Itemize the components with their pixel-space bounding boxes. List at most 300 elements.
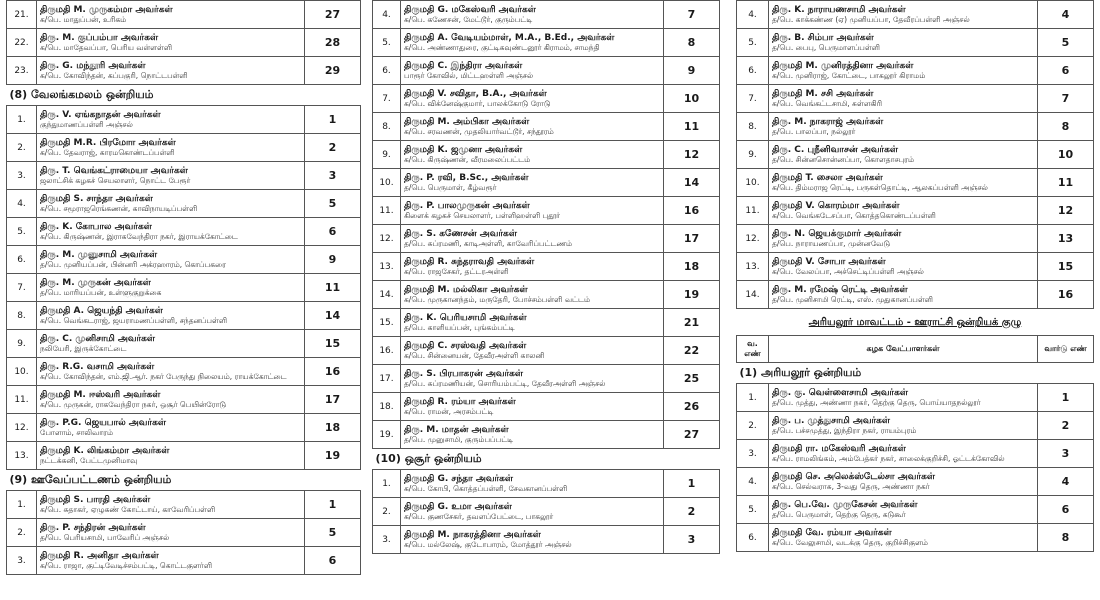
candidate-address: த/பெ. முனுசாமி, குரும்பப்பட்டி (404, 434, 514, 444)
column-3 (736, 0, 1094, 600)
ward-number: 19 (305, 442, 361, 470)
table-row (7, 547, 361, 575)
candidate-address: த/பெ. முத்து, அண்ணா நகர், தெற்கு தெரு, பொய்யாதநல்லூர் (772, 397, 981, 407)
serial-number: 1. (373, 470, 401, 498)
candidate-name: திருமதி M. முனிரத்தினா அவர்கள் (772, 60, 914, 71)
candidate-address: க/பெ. திம்மராஜ ரெட்டி, பருகள்தொட்டி, ஆலகப்பள்ளி அஞ்சல் (772, 182, 988, 192)
serial-number: 15. (373, 309, 401, 337)
candidate-name: திருமதி M.R. பிரமோா அவர்கள் (40, 137, 176, 148)
ward-number: 11 (1038, 169, 1094, 197)
candidate-cell (769, 524, 1038, 552)
table-header (737, 336, 1094, 363)
union-heading: (10) ஒசூர் ஒன்றியம் (373, 449, 720, 470)
candidate-cell (37, 162, 305, 190)
candidate-cell (37, 330, 305, 358)
table-row (7, 1, 361, 29)
table-row (737, 225, 1094, 253)
candidate-name: திரு. S. கணேசன் அவர்கள் (404, 228, 517, 239)
serial-number: 4. (737, 468, 769, 496)
table-row (373, 337, 720, 365)
candidate-name: திருமதி M. மல்லிகா அவர்கள் (404, 284, 528, 295)
table-row (373, 365, 720, 393)
union-heading-row (737, 363, 1094, 384)
ward-number: 2 (305, 134, 361, 162)
candidate-address: க/பெ. சின்னையன், தேவீரஅள்ளி காலனி (404, 350, 545, 360)
column-2 (372, 0, 720, 600)
candidate-name: திரு. K. பெரியசாமி அவர்கள் (404, 312, 527, 323)
ward-number: 5 (305, 519, 361, 547)
ward-number: 27 (664, 421, 720, 449)
serial-number: 7. (7, 274, 37, 302)
column-1 (6, 0, 361, 600)
serial-number: 23. (7, 57, 37, 85)
candidate-name: திரு. B. சிம்பா அவர்கள் (772, 32, 874, 43)
table-row (737, 1, 1094, 29)
ward-number: 16 (1038, 281, 1094, 309)
serial-number: 12. (737, 225, 769, 253)
ward-number: 9 (664, 57, 720, 85)
candidate-name: திரு. M. முருகன் அவர்கள் (40, 277, 151, 288)
table-row (7, 302, 361, 330)
candidate-cell (769, 225, 1038, 253)
serial-number: 13. (373, 253, 401, 281)
table-row (737, 440, 1094, 468)
ward-number: 4 (1038, 1, 1094, 29)
candidate-cell (401, 29, 664, 57)
candidate-address: த/பெ. பெருமாள், தெற்கு தெரு, கடுகூர் (772, 509, 906, 519)
ward-number: 11 (305, 274, 361, 302)
ward-number: 16 (305, 358, 361, 386)
union-heading: (9) ஊவேப்பட்டணம் ஒன்றியம் (7, 470, 361, 491)
candidate-cell (401, 470, 664, 498)
table-row (373, 141, 720, 169)
candidate-name: திருமதி M. நாகரத்தினா அவர்கள் (404, 529, 541, 540)
candidate-cell (769, 384, 1038, 412)
ward-number: 5 (1038, 29, 1094, 57)
candidate-address: த/பெ. முனிசாமி ரெட்டி, எஸ். முதுகானப்பள்ளி (772, 294, 933, 304)
candidate-table (736, 335, 1094, 552)
serial-number: 10. (373, 169, 401, 197)
candidate-name: திரு. M. நாகராஜ் அவர்கள் (772, 116, 884, 127)
ward-number: 4 (1038, 468, 1094, 496)
table-row (737, 141, 1094, 169)
union-heading-row (7, 85, 361, 106)
candidate-address: த/பெ. பாலப்பா, நல்லூர் (772, 126, 856, 136)
serial-number: 3. (7, 547, 37, 575)
candidate-cell (769, 440, 1038, 468)
candidate-name: திரு. C. முனிசாமி அவர்கள் (40, 333, 156, 344)
candidate-address: த/பெ. சின்னசொன்னப்பா, கொளதாசபுரம் (772, 154, 915, 164)
candidate-address: க/பெ. கணேசன், மேட்டூர், குரும்பட்டி (404, 14, 533, 24)
candidate-name: திரு. G. மந்தூரி அவர்கள் (40, 60, 146, 71)
candidate-address: க/பெ. வெங்கடராஜ், ஜயராமணப்பள்ளி, சந்தனப்பள்ளி (40, 315, 228, 325)
candidate-name: திரு. M. முனுசாமி அவர்கள் (40, 249, 158, 260)
ward-number: 21 (664, 309, 720, 337)
ward-number: 18 (305, 414, 361, 442)
candidate-address: க/பெ. சுதாகர், ஏழுகண் கோட்டாய், காவேரிப்பள்ளி (40, 504, 216, 514)
candidate-cell (769, 468, 1038, 496)
serial-number: 9. (373, 141, 401, 169)
ward-number: 6 (305, 547, 361, 575)
table-row (7, 106, 361, 134)
ward-number: 29 (305, 57, 361, 85)
serial-number: 1. (7, 106, 37, 134)
ward-number: 13 (1038, 225, 1094, 253)
serial-number: 4. (7, 190, 37, 218)
ward-number: 7 (1038, 85, 1094, 113)
serial-number: 10. (737, 169, 769, 197)
candidate-address: க/பெ. கோவிந்தன், கப்பகுரி, நொட்டபள்ளி (40, 70, 188, 80)
serial-number: 21. (7, 1, 37, 29)
candidate-address: க/பெ. கிருஷ்ணன், வீரமலைப்பட்டம் (404, 154, 531, 164)
serial-number: 17. (373, 365, 401, 393)
candidate-name: திருமதி ரா. மகேஸ்வரி அவர்கள் (772, 443, 906, 454)
ward-header: வார்டு எண் (1038, 336, 1094, 363)
candidate-cell (401, 309, 664, 337)
candidate-address: போளாம், சாலிவாரம் (40, 427, 114, 437)
candidate-table (736, 0, 1094, 309)
serial-number: 16. (373, 337, 401, 365)
table-row (373, 393, 720, 421)
union-heading-row (7, 470, 361, 491)
table-row (737, 524, 1094, 552)
candidate-address: க/பெ. விக்னேஷ்குமார், பாலக்கோடு ரோடு (404, 98, 551, 108)
serial-number: 5. (737, 496, 769, 524)
candidate-name: திரு. ப. முத்துசாமி அவர்கள் (772, 415, 891, 426)
serial-number: 11. (737, 197, 769, 225)
candidate-name: திருமதி A. ஜெயந்தி அவர்கள் (40, 305, 163, 316)
table-row (373, 1, 720, 29)
candidate-address: த/பெ. நாராயணப்பா, முன்னவேடு (772, 238, 891, 248)
ward-number: 1 (305, 491, 361, 519)
candidate-name: திருமதி செ. அலெக்ஸ்டேல்சா அவர்கள் (772, 471, 935, 482)
ward-number: 6 (305, 218, 361, 246)
candidate-name: திரு. P. சந்திரன் அவர்கள் (40, 522, 146, 533)
candidate-cell (401, 141, 664, 169)
candidate-cell (401, 113, 664, 141)
ward-number: 11 (664, 113, 720, 141)
serial-number: 4. (737, 1, 769, 29)
candidate-table (6, 0, 361, 575)
candidate-cell (769, 253, 1038, 281)
ward-number: 14 (305, 302, 361, 330)
candidate-cell (769, 169, 1038, 197)
table-row (373, 113, 720, 141)
candidate-cell (37, 302, 305, 330)
union-heading-row (373, 449, 720, 470)
candidate-name: திரு. P. பாலமுருகன் அவர்கள் (404, 200, 530, 211)
candidate-name: திரு. S. பிரபாகரன் அவர்கள் (404, 368, 524, 379)
candidate-address: கிளைக் கழகச் செயலாளர், பள்ளிஹள்ளி புதூர் (404, 210, 561, 220)
candidate-cell (401, 526, 664, 554)
table-row (737, 85, 1094, 113)
candidate-cell (401, 365, 664, 393)
candidate-name: திரு. M. மாதன் அவர்கள் (404, 424, 509, 435)
candidate-cell (37, 134, 305, 162)
table-row (7, 162, 361, 190)
ward-number: 3 (664, 526, 720, 554)
serial-number: 8. (737, 113, 769, 141)
ward-number: 18 (664, 253, 720, 281)
candidate-cell (769, 141, 1038, 169)
serial-number: 3. (7, 162, 37, 190)
serial-number: 13. (7, 442, 37, 470)
table-row (373, 29, 720, 57)
candidate-address: த/பெ. பைபு, பெருமாளப்பள்ளி (772, 42, 880, 52)
candidate-cell (769, 29, 1038, 57)
table-row (373, 197, 720, 225)
candidate-name: திரு. C. புநீனிவாசன் அவர்கள் (772, 144, 899, 155)
candidate-cell (401, 225, 664, 253)
serial-number: 6. (737, 524, 769, 552)
table-row (7, 414, 361, 442)
candidate-address: த/பெ. முனியப்பன், பின்னரி அக்ரஹாரம், கொப்பகரை (40, 259, 226, 269)
ward-number: 9 (305, 246, 361, 274)
candidate-cell (769, 1, 1038, 29)
candidate-name: திருமதி R. அனிதா அவர்கள் (40, 550, 159, 561)
ward-number: 3 (1038, 440, 1094, 468)
candidate-name: திரு. R.G. வசாமி அவர்கள் (40, 361, 155, 372)
table-row (7, 519, 361, 547)
candidate-name: திரு. T. வெங்கட்ராமையா அவர்கள் (40, 165, 188, 176)
serial-header: வ. எண் (737, 336, 769, 363)
candidate-cell (401, 253, 664, 281)
table-row (737, 253, 1094, 281)
candidate-name: திருமதி T. சைலா அவர்கள் (772, 172, 883, 183)
table-row (737, 29, 1094, 57)
candidate-address: க/பெ. கோவிந்தன், எம்.ஜி.ஆர். நகர் பேருந்து நிலையம், ராயக்கோட்டை (40, 371, 287, 381)
candidate-cell (769, 281, 1038, 309)
candidate-address: ஜலாட்சிக் கழகச் செயலாளர், நொட்ட பேரூர் (40, 175, 191, 185)
ward-number: 2 (1038, 412, 1094, 440)
candidate-name: திரு. பெ.வே. முருகேசன் அவர்கள் (772, 499, 918, 510)
candidate-address: க/பெ. மல்லேஷ், குடோபாரம், மோத்தூர் அஞ்சல் (404, 539, 572, 549)
candidate-address: க/பெ. மாதேவப்பா, பெரிய வள்ளள்ளி (40, 42, 173, 52)
serial-number: 6. (737, 57, 769, 85)
table-row (7, 29, 361, 57)
table-row (7, 330, 361, 358)
candidate-name: திருமதி V. கொரம்மா அவர்கள் (772, 200, 900, 211)
table-row (7, 274, 361, 302)
candidate-name: திருமதி K. ஜமுனா அவர்கள் (404, 144, 523, 155)
table-row (373, 225, 720, 253)
ward-number: 1 (1038, 384, 1094, 412)
candidate-address: க/பெ. ராமன், அரசம்பட்டி (404, 406, 494, 416)
candidate-cell (769, 85, 1038, 113)
candidate-name: திரு. K. நாராயணசாமி அவர்கள் (772, 4, 906, 15)
serial-number: 6. (373, 57, 401, 85)
ward-number: 6 (1038, 57, 1094, 85)
candidate-cell (401, 393, 664, 421)
serial-number: 19. (373, 421, 401, 449)
table-row (373, 281, 720, 309)
candidate-cell (769, 113, 1038, 141)
candidate-name: திருமதி M. முருகம்மா அவர்கள் (40, 4, 173, 15)
table-row (737, 197, 1094, 225)
ward-number: 10 (664, 85, 720, 113)
district-title: அரியலூர் மாவட்டம் - ஊராட்சி ஒன்றியக் குழு (808, 317, 1022, 328)
serial-number: 2. (7, 519, 37, 547)
candidate-cell (401, 281, 664, 309)
candidate-address: பாரூர் கோவில், மிட்டஹள்ளி அஞ்சல் (404, 70, 534, 80)
ward-number: 22 (664, 337, 720, 365)
table-row (373, 470, 720, 498)
candidate-address: த/பெ. மாரியப்பன், உள்ளுகுறுக்கை (40, 287, 162, 297)
candidate-cell (37, 57, 305, 85)
candidate-address: க/பெ. தேவராஜ், காரமகொண்டப்பள்ளி (40, 147, 175, 157)
ward-number: 19 (664, 281, 720, 309)
table-row (737, 57, 1094, 85)
candidate-cell (769, 57, 1038, 85)
candidate-address: த/பெ. சுப்ரமணி, காடிஅள்ளி, காவேரிப்பட்டணம் (404, 238, 573, 248)
table-row (7, 386, 361, 414)
table-row (737, 468, 1094, 496)
ward-number: 8 (664, 29, 720, 57)
candidate-address: க/பெ. கிருஷ்ணன், இராகவேந்திரா நகர், இராயக்கோட்டை (40, 231, 238, 241)
ward-number: 15 (305, 330, 361, 358)
serial-number: 7. (373, 85, 401, 113)
ward-number: 28 (305, 29, 361, 57)
serial-number: 1. (737, 384, 769, 412)
candidate-name: திருமதி G. சந்தா அவர்கள் (404, 473, 514, 484)
candidate-address: க/பெ. செல்வராசு, 3-வது தெரு, அண்ணா நகர் (772, 481, 930, 491)
serial-number: 14. (737, 281, 769, 309)
ward-number: 14 (664, 169, 720, 197)
serial-number: 12. (7, 414, 37, 442)
serial-number: 10. (7, 358, 37, 386)
ward-number: 1 (305, 106, 361, 134)
ward-number: 10 (1038, 141, 1094, 169)
candidate-cell (37, 491, 305, 519)
ward-number: 6 (1038, 496, 1094, 524)
candidate-name: திருமதி M. சசி அவர்கள் (772, 88, 874, 99)
table-row (7, 190, 361, 218)
candidate-cell (37, 274, 305, 302)
serial-number: 13. (737, 253, 769, 281)
table-row (7, 57, 361, 85)
candidate-cell (769, 197, 1038, 225)
ward-number: 3 (305, 162, 361, 190)
table-row (7, 246, 361, 274)
candidate-cell (401, 57, 664, 85)
candidate-name: திரு. K. கோபால அவர்கள் (40, 221, 152, 232)
serial-number: 2. (737, 412, 769, 440)
candidate-cell (37, 1, 305, 29)
candidate-cell (37, 414, 305, 442)
candidate-name: திருமதி R. ரம்யா அவர்கள் (404, 396, 516, 407)
candidate-cell (37, 29, 305, 57)
candidate-name: திருமதி S. சாந்தா அவர்கள் (40, 193, 153, 204)
candidate-name: திரு. P.G. ஜெயபால் அவர்கள் (40, 417, 166, 428)
union-heading: (1) அரியலூர் ஒன்றியம் (737, 363, 1094, 384)
ward-number: 17 (664, 225, 720, 253)
candidate-name: திரு. P. ரவி, B.Sc., அவர்கள் (404, 172, 529, 183)
ward-number: 27 (305, 1, 361, 29)
candidate-name: திருமதி R. சுந்தராவதி அவர்கள் (404, 256, 535, 267)
candidate-cell (37, 547, 305, 575)
candidate-name: திரு. V. ஏங்கநாதன் அவர்கள் (40, 109, 161, 120)
serial-number: 6. (7, 246, 37, 274)
table-row (7, 134, 361, 162)
table-row (373, 498, 720, 526)
serial-number: 22. (7, 29, 37, 57)
candidate-cell (401, 85, 664, 113)
candidate-name: திருமதி S. பாரதி அவர்கள் (40, 494, 151, 505)
serial-number: 9. (737, 141, 769, 169)
candidate-cell (37, 190, 305, 218)
candidate-address: நலியேரி, இருக்கோட்டை (40, 343, 127, 353)
candidate-cell (401, 197, 664, 225)
candidate-address: க/பெ. ராமலிங்கம், அம்பேத்கர் நகர், சாலைக்குறிச்சி, ஓட்டக்கோவில் (772, 453, 1005, 463)
table-row (373, 309, 720, 337)
candidate-cell (401, 1, 664, 29)
table-row (7, 358, 361, 386)
candidate-address: க/பெ. வெங்கட்டசாமி, சுள்ளகிரி (772, 98, 883, 108)
candidate-name: திருமதி C. சரஸ்வதி அவர்கள் (404, 340, 527, 351)
candidate-name: திருமதி V. சவிதா, B.A., அவர்கள் (404, 88, 547, 99)
table-row (737, 113, 1094, 141)
table-row (7, 442, 361, 470)
ward-number: 8 (1038, 524, 1094, 552)
candidate-address: க/பெ. கோபி, கொத்தப்பள்ளி, சேவகானப்பள்ளி (404, 483, 568, 493)
serial-number: 14. (373, 281, 401, 309)
candidate-address: க/பெ. சமூராஜரெங்கணன், காவிநாயடிப்பள்ளி (40, 203, 198, 213)
table-row (7, 491, 361, 519)
serial-number: 2. (373, 498, 401, 526)
candidate-cell (37, 519, 305, 547)
ward-number: 15 (1038, 253, 1094, 281)
candidate-name: திருமதி வே. ரம்யா அவர்கள் (772, 527, 892, 538)
candidate-address: க/பெ. வேலுசாமி, வடக்கு தெரு, குறிச்சிகுளம் (772, 537, 928, 547)
serial-number: 3. (373, 526, 401, 554)
candidate-name: திருமதி M. அம்பிகா அவர்கள் (404, 116, 530, 127)
candidate-address: த/பெ. பெரியசாமி, பாவேரிப் அஞ்சல் (40, 532, 170, 542)
candidate-address: நட்டக்கனி, பேட்டமுனிமாவு (40, 455, 138, 465)
candidate-cell (37, 106, 305, 134)
table-row (737, 384, 1094, 412)
candidate-address: க/பெ. வேலப்பா, அச்செட்டிப்பள்ளி அஞ்சல் (772, 266, 924, 276)
candidates-header: கழக வேட்பாளர்கள் (769, 336, 1038, 363)
serial-number: 2. (7, 134, 37, 162)
serial-number: 1. (7, 491, 37, 519)
candidate-address: க/பெ. ராஜா, குட்டிவேடிச்சம்பட்டி, கொட்டகுளர்ளி (40, 560, 212, 570)
table-row (373, 421, 720, 449)
ward-number: 16 (664, 197, 720, 225)
candidate-name: திருமதி G. உமா அவர்கள் (404, 501, 512, 512)
table-row (373, 85, 720, 113)
candidate-name: திருமதி M. ஈஸ்வரி அவர்கள் (40, 389, 161, 400)
candidate-cell (401, 169, 664, 197)
table-row (373, 526, 720, 554)
candidate-cell (37, 246, 305, 274)
ward-number: 25 (664, 365, 720, 393)
table-row (373, 169, 720, 197)
table-row (373, 253, 720, 281)
table-row (737, 496, 1094, 524)
table-row (7, 218, 361, 246)
candidate-address: க/பெ. மாதுப்பன், உரிகம் (40, 14, 127, 24)
candidate-address: த/பெ. சுப்ரமணியன், சொரியம்பட்டி, தேவீரஅள்ளி அஞ்சல் (404, 378, 606, 388)
serial-number: 8. (7, 302, 37, 330)
ward-number: 12 (1038, 197, 1094, 225)
candidate-address: க/பெ. வெங்கடேசப்பா, கொத்தகொண்டப்பள்ளி (772, 210, 936, 220)
candidate-address: க/பெ. அண்ணாதுரை, குட்டிகவுண்டனூர் கிராமம், சாமந்தி (404, 42, 600, 52)
candidate-cell (37, 218, 305, 246)
candidate-table (372, 0, 720, 554)
table-row (737, 412, 1094, 440)
candidate-address: க/பெ. முருகன், ராகவேந்திரா நகர், ஒசூர் பெயின்ரோடு (40, 399, 227, 409)
serial-number: 8. (373, 113, 401, 141)
